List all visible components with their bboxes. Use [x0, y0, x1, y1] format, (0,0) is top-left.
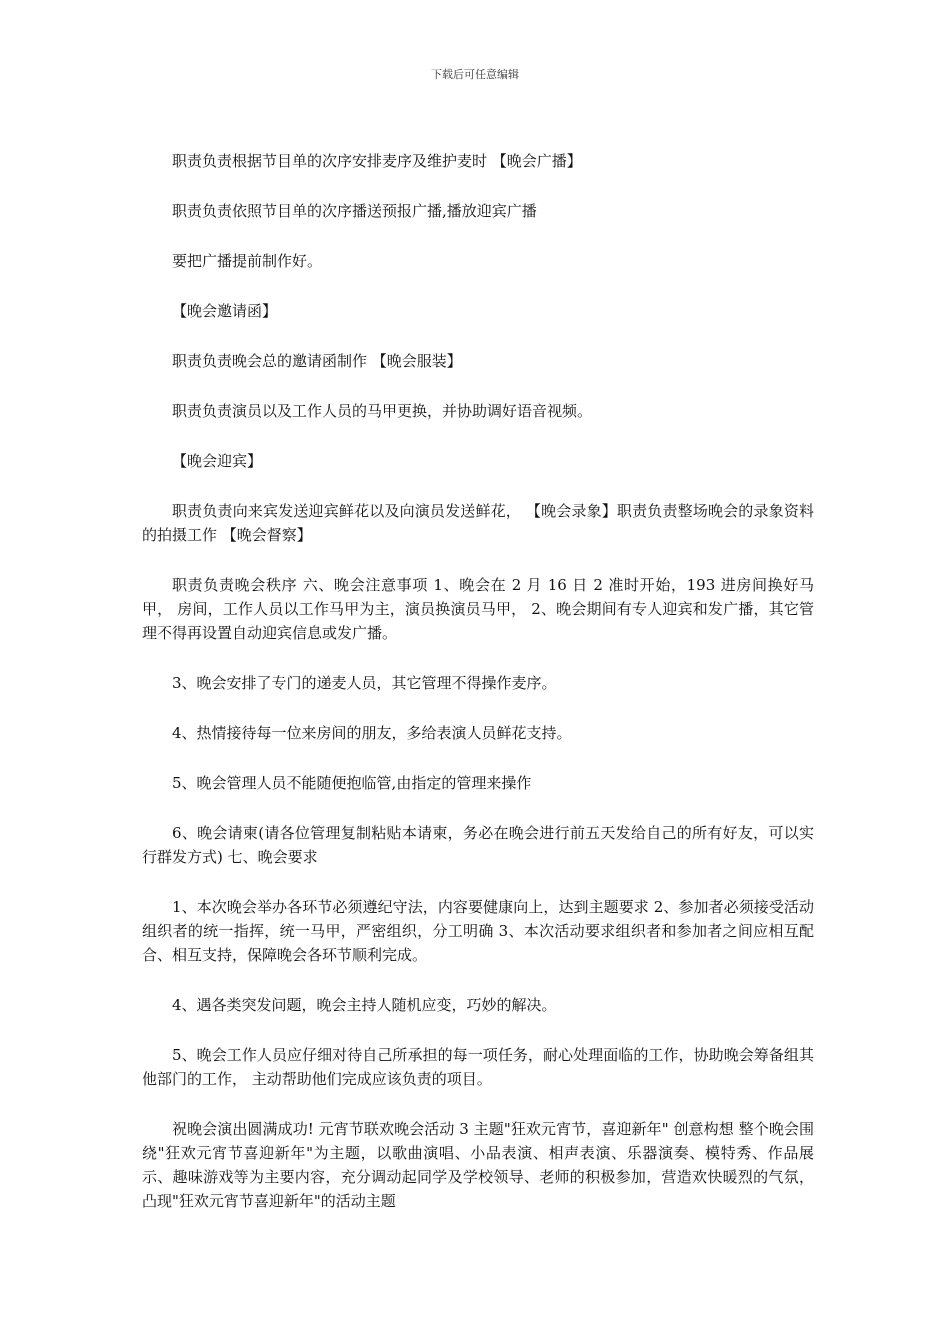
paragraph-note-4: 4、热情接待每一位来房间的朋友，多给表演人员鲜花支持。 — [172, 724, 572, 742]
paragraph-costume-duty: 职责负责演员以及工作人员的马甲更换，并协助调好语音视频。 — [172, 402, 593, 420]
page-header: 下载后可任意编辑 — [431, 68, 519, 81]
paragraph-mic-order: 职责负责根据节目单的次序安排麦序及维护麦时 【晚会广播】 — [172, 152, 582, 170]
section-heading-invitation: 【晚会邀请函】 — [172, 302, 278, 320]
paragraph-note-5: 5、晚会管理人员不能随便抱临管,由指定的管理来操作 — [172, 774, 532, 792]
paragraph-closing-theme: 祝晚会演出圆满成功! 元宵节联欢晚会活动 3 主题"狂欢元宵节，喜迎新年" 创意构想 整个晚会围绕"狂欢元宵节喜迎新年"为主题，以歌曲演唱、小品表演、相声表演、乐器演奏、模特秀、作品展示、趣味游戏等为主要内容，充分调动起同学及学校领导、老师的积极参加，营造欢快暖烈的气氛，凸现"狂欢元宵节喜迎新年"的活动主题 — [142, 1120, 814, 1210]
paragraph-note-3: 3、晚会安排了专门的递麦人员，其它管理不得操作麦序。 — [172, 674, 557, 692]
paragraph-requirements-1-3: 1、本次晚会举办各环节必须遵纪守法，内容要健康向上，达到主题要求 2、参加者必须接受活动组织者的统一指挥，统一马甲，严密组织，分工明确 3、本次活动要求组织者和参加者之间应相互配合、相互支持，保障晚会各环节顺利完成。 — [142, 898, 814, 964]
paragraph-broadcast-duty: 职责负责依照节目单的次序播送预报广播,播放迎宾广播 — [172, 202, 537, 220]
paragraph-requirement-4: 4、遇各类突发问题，晚会主持人随机应变，巧妙的解决。 — [172, 996, 557, 1014]
section-heading-welcome: 【晚会迎宾】 — [172, 452, 263, 470]
paragraph-requirement-5: 5、晚会工作人员应仔细对待自己所承担的每一项任务，耐心处理面临的工作，协助晚会筹备组其他部门的工作， 主动帮助他们完成应该负责的项目。 — [142, 1046, 814, 1088]
paragraph-welcome-duty: 职责负责向来宾发送迎宾鲜花以及向演员发送鲜花， 【晚会录象】职责负责整场晚会的录象资料的拍摄工作 【晚会督察】 — [142, 502, 814, 544]
document-body — [142, 149, 814, 1213]
paragraph-invitation-duty: 职责负责晚会总的邀请函制作 【晚会服装】 — [172, 352, 462, 370]
paragraph-note-6: 6、晚会请柬(请各位管理复制粘贴本请柬，务必在晚会进行前五天发给自己的所有好友，可以实行群发方式) 七、晚会要求 — [142, 824, 814, 866]
paragraph-broadcast-prep: 要把广播提前制作好。 — [172, 252, 323, 270]
paragraph-order-notes: 职责负责晚会秩序 六、晚会注意事项 1、晚会在 2 月 16 日 2 准时开始，193 进房间换好马甲， 房间，工作人员以工作马甲为主，演员换演员马甲， 2、晚会期间有专人迎宾和发广播，其它管理不得再设置自动迎宾信息或发广播。 — [142, 576, 814, 642]
